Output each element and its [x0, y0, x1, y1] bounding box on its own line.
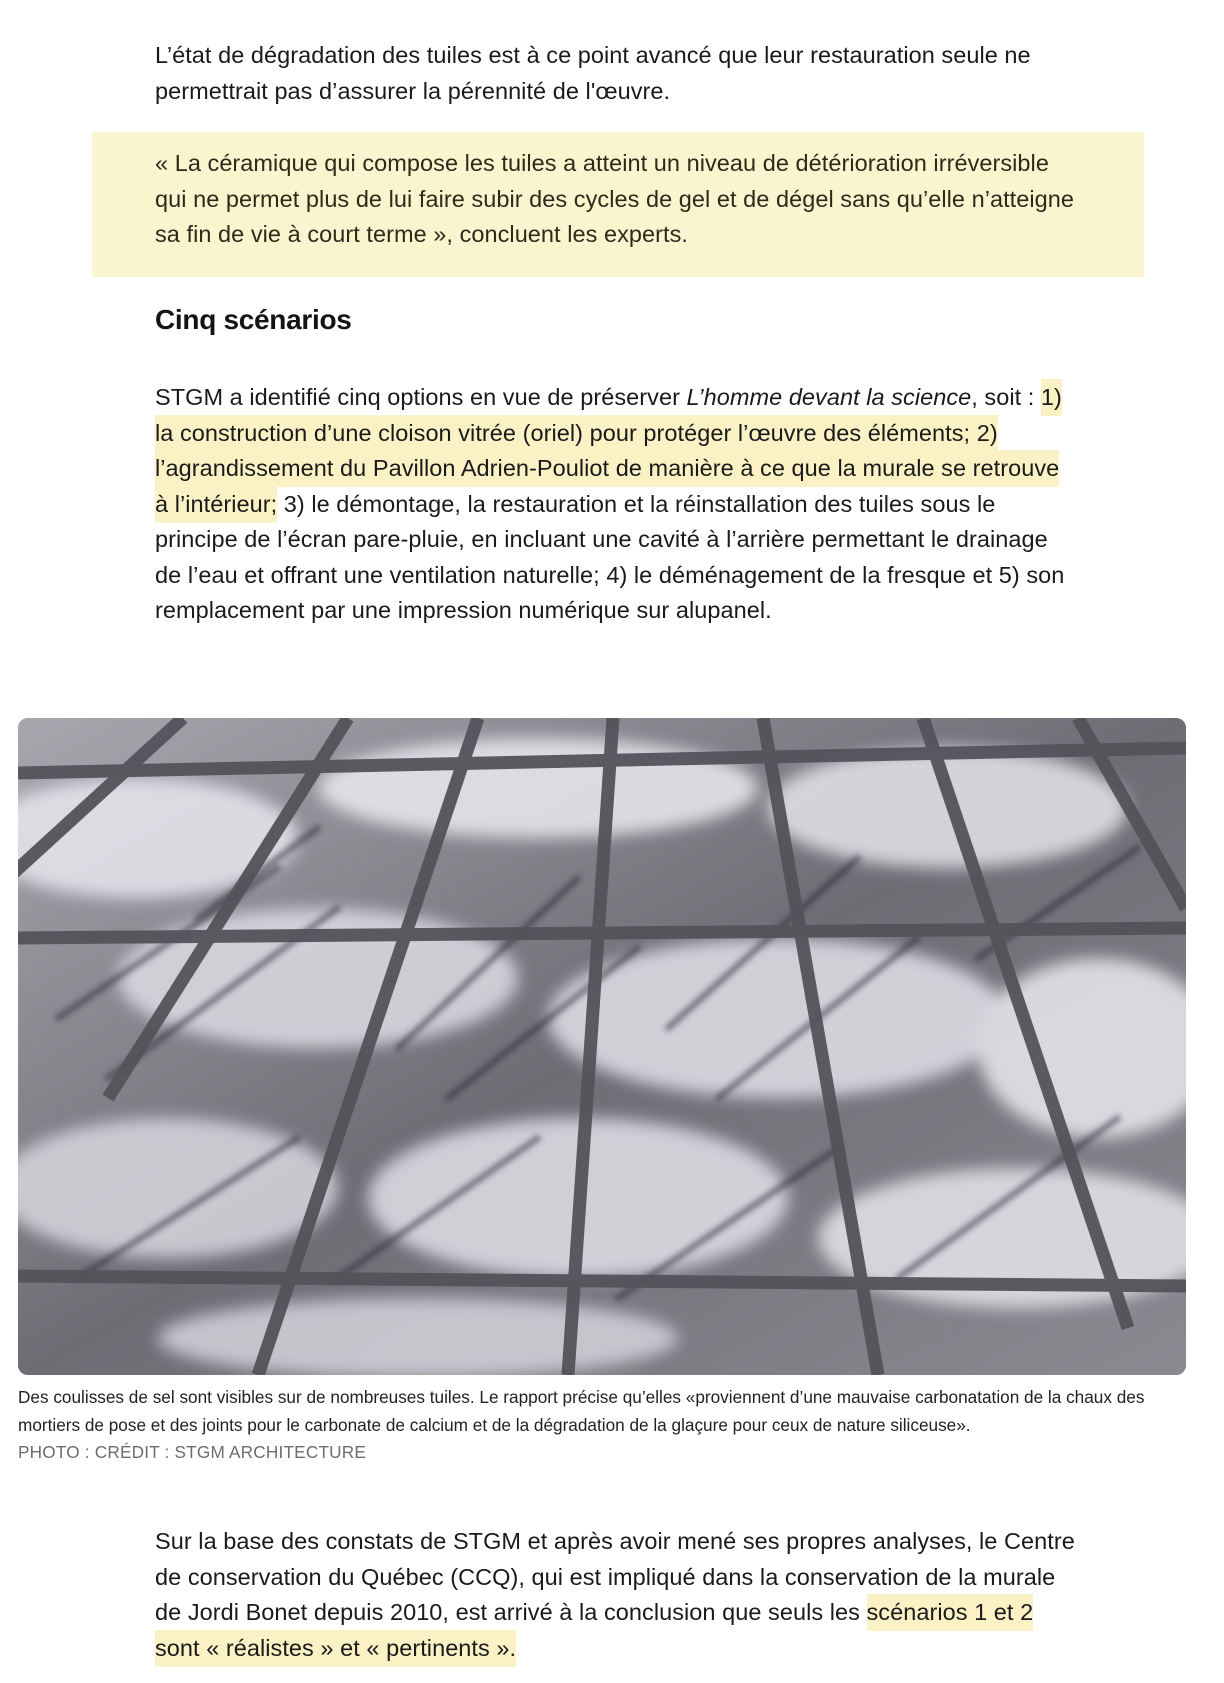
scenarios-rest-text: 3) le démontage, la restauration et la réinstallation des tuiles sous le principe de l’écran pare-pluie, en incluant une cavité à l’arrière permettant le drainage de l’eau et offrant une ventilation naturelle; 4) le déménagement de la fresque et 5) son remplacement par une impression numérique sur alupanel.: [155, 490, 1065, 623]
ceramic-tiles-image: [18, 718, 1186, 1375]
conclusion-text: Sur la base des constats de STGM et après avoir mené ses propres analyses, le Centre de conservation du Québec (CCQ), qui est impliqué dans la conservation de la murale de Jordi Bonet depuis 2010, est arrivé à la conclusion que seuls les: [155, 1528, 1075, 1625]
photo-caption: Des coulisses de sel sont visibles sur de nombreuses tuiles. Le rapport précise qu’elles «proviennent d’une mauvaise carbonatation de la chaux des mortiers de pose et des joints pour le carbonate de calcium et de la dégradation de la glaçure pour ceux de nature siliceuse».: [18, 1387, 1145, 1435]
highlighted-scenarios-1-2[interactable]: 1) la construction d’une cloison vitrée (oriel) pour protéger l’œuvre des éléments; 2) l’agrandissement du Pavillon Adrien-Pouliot de manière à ce que la murale se retrouve à l’intérieur;: [155, 379, 1062, 523]
conclusion-paragraph: [155, 1524, 1075, 1666]
scenarios-paragraph: [155, 380, 1075, 629]
tiles-photo: [18, 718, 1186, 1375]
expert-quote: « La céramique qui compose les tuiles a atteint un niveau de détérioration irréversible qui ne permet plus de lui faire subir des cycles de gel et de dégel sans qu’elle n’atteigne sa fin de vie à court terme », concluent les experts.: [155, 150, 1075, 247]
intro-paragraph: L’état de dégradation des tuiles est à ce point avancé que leur restauration seule ne permettrait pas d’assurer la pérennité de l'œuvre.: [155, 42, 1031, 104]
artwork-title: L’homme devant la science: [686, 384, 972, 410]
section-heading: Cinq scénarios: [155, 304, 352, 335]
scenarios-intro-text: STGM a identifié cinq options en vue de préserver: [155, 384, 687, 410]
photo-credit: PHOTO : CRÉDIT : STGM ARCHITECTURE: [18, 1442, 367, 1462]
scenarios-intro-tail: , soit :: [971, 384, 1041, 410]
highlighted-conclusion[interactable]: scénarios 1 et 2 sont « réalistes » et « pertinents ».: [155, 1594, 1033, 1667]
